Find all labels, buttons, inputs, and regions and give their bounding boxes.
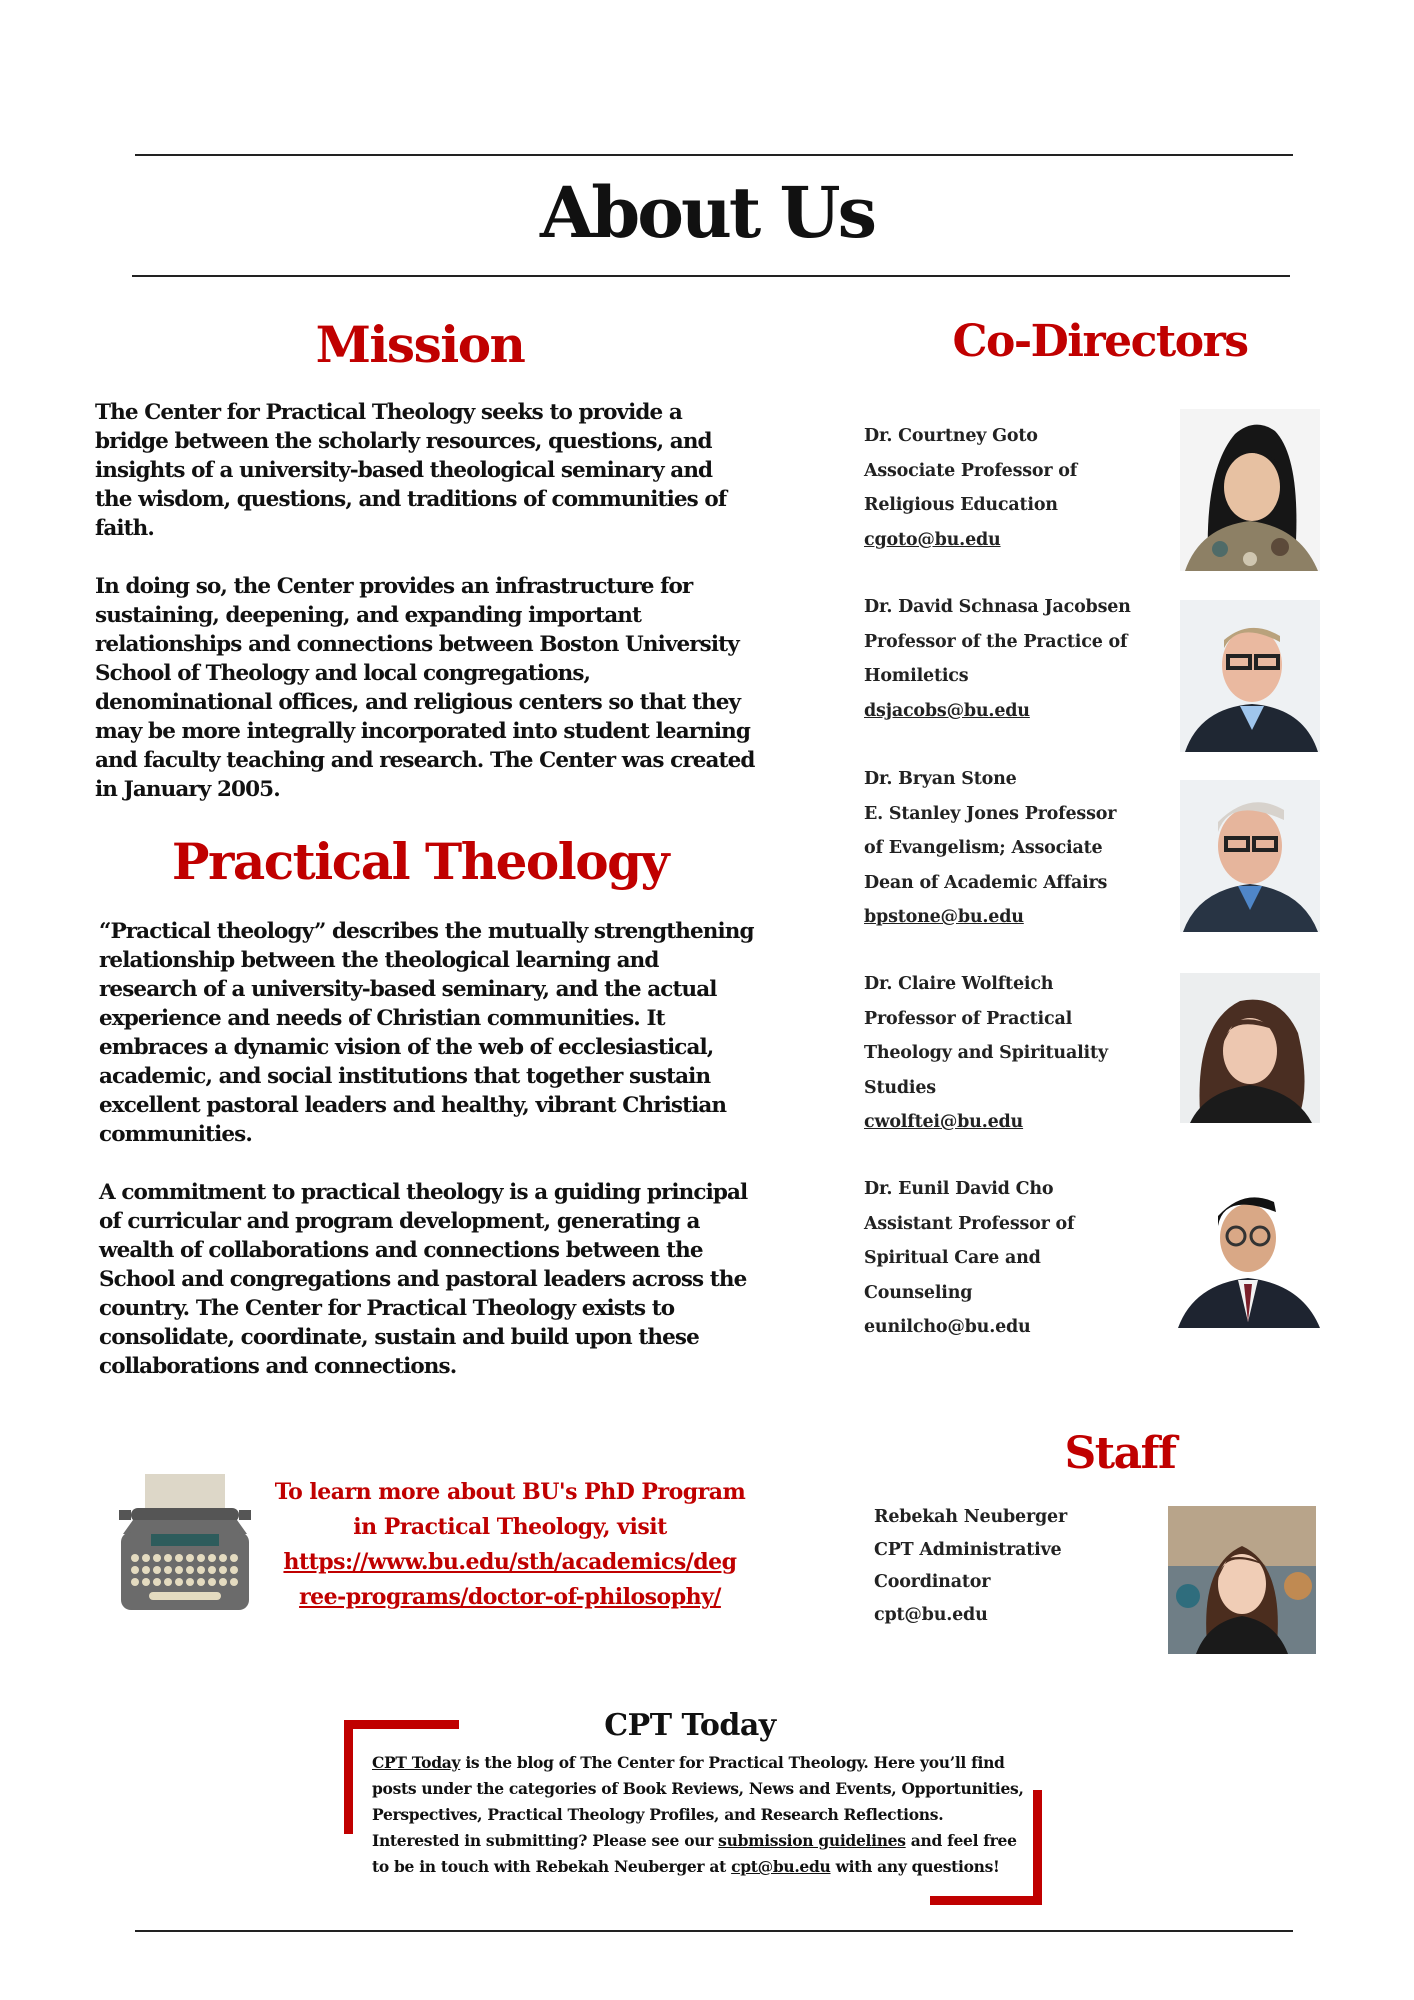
- director-cho-photo: [1172, 1172, 1324, 1328]
- mission-text: [95, 398, 755, 833]
- staff-name: Rebekah Neuberger: [874, 1507, 1067, 1527]
- director-title-line: Professor of the Practice of: [864, 631, 1128, 652]
- cpt-today-text: [372, 1750, 1032, 1880]
- promo-line-1: To learn more about BU's PhD Program: [274, 1479, 746, 1505]
- phd-program-promo: [270, 1475, 750, 1615]
- bracket-bottom-right-vertical: [1033, 1790, 1042, 1905]
- director-name: Dr. David Schnasa Jacobsen: [864, 597, 1131, 617]
- cpt-today-blog-link[interactable]: CPT Today: [372, 1753, 461, 1772]
- mission-paragraph-2: In doing so, the Center provides an infrastructure for sustaining, deepening, and expanding important relationships and connections between Boston University School of Theology and local congregations, denominational offices, and religious centers so that they may be more integrally incorporated into student learning and faculty teaching and research. The Center was created in January 2005.: [95, 574, 755, 802]
- staff-title-line: CPT Administrative: [874, 1539, 1062, 1560]
- director-email-link[interactable]: dsjacobs@bu.edu: [864, 700, 1030, 721]
- director-title-line: of Evangelism; Associate: [864, 838, 1103, 858]
- practical-theology-text: [99, 917, 759, 1410]
- director-stone-photo: [1180, 780, 1320, 932]
- phd-program-link-continued[interactable]: ree-programs/doctor-of-philosophy/: [299, 1584, 721, 1610]
- mission-heading: Mission: [315, 315, 525, 374]
- director-title-line: Dean of Academic Affairs: [864, 872, 1108, 893]
- director-title-line: E. Stanley Jones Professor: [864, 803, 1117, 824]
- staff-heading: Staff: [1064, 1428, 1176, 1479]
- typewriter-icon: [113, 1474, 258, 1616]
- director-title-line: Counseling: [864, 1282, 973, 1303]
- director-title-line: Homiletics: [864, 666, 969, 686]
- director-title-line: Associate Professor of: [864, 460, 1078, 481]
- bracket-top-left-horizontal: [344, 1720, 459, 1729]
- director-title-line: Studies: [864, 1077, 936, 1098]
- promo-line-2: in Practical Theology, visit: [353, 1514, 667, 1540]
- cpt-today-text-1: is the blog of The Center for Practical Theology. Here you’ll find posts under the categories of Book Reviews, News and Events, Opportunities, Perspectives, Practical Theology Profiles, and Research Reflections. Interested in submitting? Please see our: [372, 1753, 1024, 1850]
- practical-theology-paragraph-1: “Practical theology” describes the mutually strengthening relationship between the theological learning and research of a university-based seminary, and the actual experience and needs of Christian communities. It embraces a dynamic vision of the web of ecclesiastical, academic, and social institutions that together sustain excellent pastoral leaders and healthy, vibrant Christian communities.: [99, 919, 754, 1147]
- mission-paragraph-1: The Center for Practical Theology seeks to provide a bridge between the scholarly resources, questions, and insights of a university-based theological seminary and the wisdom, questions, and traditions of communities of faith.: [95, 400, 727, 541]
- director-title-line: Professor of Practical: [864, 1008, 1073, 1029]
- director-name: Dr. Eunil David Cho: [864, 1179, 1054, 1199]
- director-cho: [864, 1172, 1154, 1345]
- bracket-top-left-vertical: [344, 1720, 353, 1834]
- director-goto: [864, 419, 1154, 557]
- top-rule: [135, 154, 1293, 156]
- cpt-today-heading: CPT Today: [604, 1708, 776, 1743]
- director-title-line: Spiritual Care and: [864, 1248, 1041, 1268]
- director-goto-photo: [1180, 409, 1320, 571]
- director-email-link[interactable]: cwolftei@bu.edu: [864, 1112, 1024, 1132]
- director-jacobsen: [864, 590, 1154, 728]
- director-wolfteich-photo: [1180, 973, 1320, 1123]
- director-title-line: Religious Education: [864, 495, 1058, 515]
- staff-neuberger-photo: [1168, 1506, 1316, 1654]
- director-title-line: Theology and Spirituality: [864, 1043, 1108, 1063]
- director-email-link[interactable]: eunilcho@bu.edu: [864, 1317, 1031, 1337]
- director-title-line: Assistant Professor of: [864, 1213, 1075, 1234]
- director-name: Dr. Claire Wolfteich: [864, 974, 1054, 994]
- page-title: About Us: [540, 171, 874, 254]
- phd-program-link[interactable]: https://www.bu.edu/sth/academics/deg: [283, 1549, 737, 1575]
- director-jacobsen-photo: [1180, 600, 1320, 752]
- practical-theology-heading: Practical Theology: [171, 832, 669, 891]
- director-stone: [864, 762, 1154, 935]
- cpt-email-link[interactable]: cpt@bu.edu: [731, 1857, 831, 1876]
- staff-member: [874, 1501, 1164, 1631]
- title-rule: [132, 275, 1290, 277]
- practical-theology-paragraph-2: A commitment to practical theology is a guiding principal of curricular and program development, generating a wealth of collaborations and connections between the School and congregations and pastoral leaders across the country. The Center for Practical Theology exists to consolidate, coordinate, sustain and build upon these collaborations and connections.: [99, 1180, 748, 1379]
- director-name: Dr. Bryan Stone: [864, 769, 1017, 789]
- director-wolfteich: [864, 967, 1154, 1140]
- bottom-rule: [135, 1930, 1293, 1932]
- cpt-today-text-3: with any questions!: [830, 1857, 1000, 1876]
- staff-email[interactable]: cpt@bu.edu: [874, 1604, 988, 1625]
- director-email-link[interactable]: cgoto@bu.edu: [864, 529, 1001, 550]
- cpt-today-text-2: and feel free to be in touch with Rebekah Neuberger at: [372, 1831, 1017, 1876]
- director-name: Dr. Courtney Goto: [864, 426, 1038, 446]
- bracket-bottom-right-horizontal: [930, 1896, 1042, 1905]
- staff-title-line: Coordinator: [874, 1572, 991, 1592]
- co-directors-heading: Co-Directors: [952, 316, 1248, 367]
- submission-guidelines-link[interactable]: submission guidelines: [718, 1831, 906, 1850]
- director-email-link[interactable]: bpstone@bu.edu: [864, 907, 1024, 927]
